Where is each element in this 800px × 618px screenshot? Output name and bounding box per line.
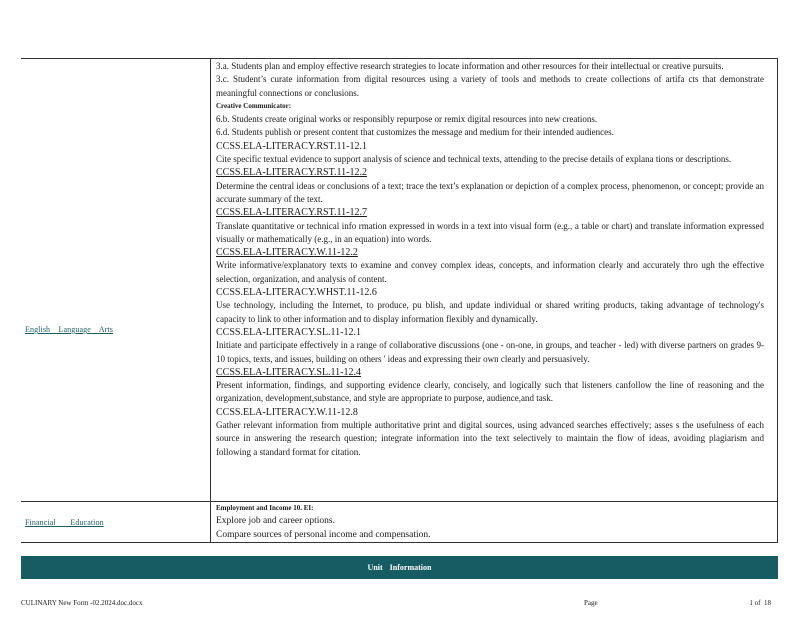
standard-code[interactable]: CCSS.ELA-LITERACY.RST.11-12.7 — [216, 207, 367, 219]
standard-text: Compare sources of personal income and compensation. — [216, 529, 431, 540]
standard-text: Use technology, including the Internet, to produce, pu blish, and update individual or shared writing products, taking advantage of technology's capacity to link to other information and to display information flexibly and dynamically. — [216, 300, 764, 324]
standard-text: Determine the central ideas or conclusions of a text; trace the text’s explanation or depiction of a complex process, phenomenon, or concept; provide an accurate summary of the text. — [216, 180, 764, 204]
subject-financial-education[interactable]: Financial Education — [25, 518, 104, 527]
standards-list — [216, 60, 764, 459]
standard-text: 3.c. Student’s curate information from digital resources using a variety of tools and methods to create collections of artifa cts that demonstrate meaningful connections or conclusions. — [216, 74, 764, 98]
footer-page-label: Page — [584, 599, 598, 607]
subject-english-language-arts[interactable]: English Language Arts — [25, 325, 114, 334]
standard-code[interactable]: CCSS.ELA-LITERACY.RST.11-12.2 — [216, 167, 367, 179]
standard-code: CCSS.ELA-LITERACY.RST.11-12.1 — [216, 140, 367, 152]
footer-filename: CULINARY New Form -02.2024.doc.docx — [21, 599, 143, 607]
standard-code[interactable]: CCSS.ELA-LITERACY.W.11-12.2 — [216, 247, 358, 259]
standard-code: CCSS.ELA-LITERACY.W.11-12.8 — [216, 406, 358, 418]
standard-heading: Creative Communicator: — [216, 101, 292, 110]
standard-code: CCSS.ELA-LITERACY.SL.11-12.1 — [216, 326, 362, 338]
unit-information-banner: Unit Information — [21, 556, 778, 579]
footer-page-number: 1 of 18 — [749, 599, 771, 607]
column-divider — [210, 501, 211, 543]
standard-text: 6.d. Students publish or present content that customizes the message and medium for their intended audiences. — [216, 127, 614, 138]
standard-text: Write informative/explanatory texts to examine and convey complex ideas, concepts, and information clearly and accurately thro ugh the effective selection, organization, and analysis of content. — [216, 260, 764, 284]
standards-table — [21, 58, 778, 543]
standard-text: Initiate and participate effectively in a range of collaborative discussions (one - on-one, in groups, and teacher - led) with diverse partners on grades 9- 10 topics, texts, and issues, building on others ' ideas and expressing their own clearly and persuasively. — [216, 340, 764, 364]
standard-code[interactable]: CCSS.ELA-LITERACY.SL.11-12.4 — [216, 366, 362, 378]
standard-text: Present information, findings, and supporting evidence clearly, concisely, and logically such that listeners canfollow the line of reasoning and the organization, development,substance, and style are appropriate to purpose, audience,and task. — [216, 380, 764, 404]
table-row-financial — [21, 501, 777, 543]
standard-text: 3.a. Students plan and employ effective research strategies to locate information and other resources for their intellectual or creative pursuits. — [216, 61, 724, 71]
standard-text: Gather relevant information from multiple authoritative print and digital sources, using advanced searches effectively; asses s the usefulness of each source in answering the research question; integrate information into the text selectively to maintain the flow of ideas, avoiding plagiarism and following a standard format for citation. — [216, 420, 764, 457]
standard-text: 6.b. Students create original works or responsibly repurpose or remix digital resources into new creations. — [216, 114, 598, 125]
standards-list — [216, 502, 764, 542]
standard-code: CCSS.ELA-LITERACY.WHST.11-12.6 — [216, 287, 377, 299]
column-divider — [210, 59, 211, 501]
table-row-ela — [21, 59, 777, 502]
standard-text: Explore job and career options. — [216, 516, 335, 527]
standard-text: Translate quantitative or technical info rmation expressed in words in a text into visual form (e.g., a table or chart) and translate information expressed visually or mathematically (e.g., in an equation) into words. — [216, 220, 764, 244]
standard-heading: Employment and Income 10. EI: — [216, 504, 314, 512]
standard-text: Cite specific textual evidence to support analysis of science and technical texts, attending to the precise details of explana tions or descriptions. — [216, 154, 732, 165]
